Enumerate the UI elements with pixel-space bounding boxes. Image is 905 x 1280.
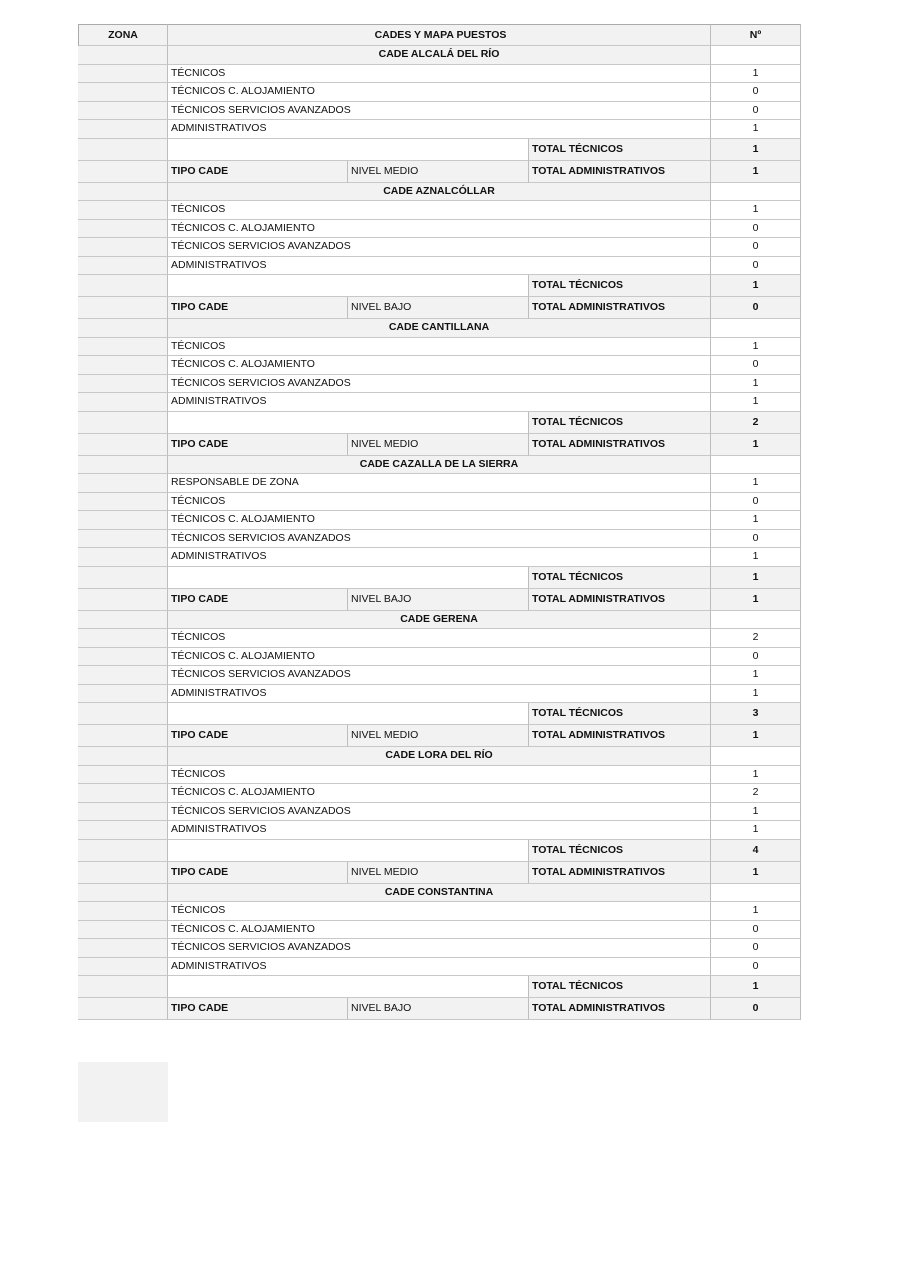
zona-cell [78,747,168,766]
total-tecnicos-row [78,275,801,297]
table-row [78,666,801,685]
zona-cell [78,998,168,1020]
zona-cell [78,83,168,102]
row-label: TÉCNICOS C. ALOJAMIENTO [168,356,711,375]
row-value: 1 [711,902,801,921]
row-label: TÉCNICOS C. ALOJAMIENTO [168,648,711,667]
row-label: TÉCNICOS [168,65,711,84]
total-tecnicos-value: 3 [711,703,801,725]
zona-cell [78,976,168,998]
blank-cell [168,139,529,161]
tipo-cade-label: TIPO CADE [168,589,348,611]
total-tecnicos-label: TOTAL TÉCNICOS [529,976,711,998]
row-label: TÉCNICOS [168,766,711,785]
zona-cell [78,257,168,276]
table-row [78,83,801,102]
total-tecnicos-label: TOTAL TÉCNICOS [529,275,711,297]
cade-block [78,46,801,183]
cade-block [78,456,801,611]
table-row [78,493,801,512]
cade-name: CADE GERENA [168,611,711,630]
row-label: TÉCNICOS SERVICIOS AVANZADOS [168,666,711,685]
row-value: 1 [711,201,801,220]
row-value: 0 [711,83,801,102]
total-tecnicos-row [78,412,801,434]
zona-cell [78,183,168,202]
zona-cell [78,703,168,725]
zona-cell [78,434,168,456]
num-cell [711,46,801,65]
cade-name: CADE LORA DEL RÍO [168,747,711,766]
zona-cell [78,567,168,589]
zona-cell [78,102,168,121]
zona-cell [78,120,168,139]
table-row [78,685,801,704]
zona-cell [78,46,168,65]
table-row [78,102,801,121]
total-tecnicos-row [78,976,801,998]
zona-cell [78,685,168,704]
row-value: 2 [711,629,801,648]
table-row [78,511,801,530]
zona-cell [78,393,168,412]
total-admin-label: TOTAL ADMINISTRATIVOS [529,434,711,456]
zona-cell [78,902,168,921]
cade-title-row [78,884,801,903]
row-value: 1 [711,821,801,840]
total-admin-value: 0 [711,998,801,1020]
row-value: 0 [711,958,801,977]
total-tecnicos-row [78,840,801,862]
cade-name: CADE CANTILLANA [168,319,711,338]
cade-name: CADE AZNALCÓLLAR [168,183,711,202]
row-value: 0 [711,648,801,667]
row-label: TÉCNICOS SERVICIOS AVANZADOS [168,939,711,958]
total-admin-label: TOTAL ADMINISTRATIVOS [529,998,711,1020]
title-header: CADES Y MAPA PUESTOS [168,24,711,46]
total-tecnicos-row [78,567,801,589]
total-admin-value: 1 [711,589,801,611]
total-tecnicos-value: 1 [711,139,801,161]
row-label: ADMINISTRATIVOS [168,120,711,139]
cade-block [78,183,801,320]
table-header [78,24,801,46]
zona-cell [78,493,168,512]
nivel-value: NIVEL BAJO [348,998,529,1020]
total-admin-label: TOTAL ADMINISTRATIVOS [529,297,711,319]
total-admin-label: TOTAL ADMINISTRATIVOS [529,725,711,747]
row-value: 1 [711,803,801,822]
table-row [78,548,801,567]
row-value: 1 [711,474,801,493]
zona-cell [78,338,168,357]
tipo-cade-label: TIPO CADE [168,998,348,1020]
total-tecnicos-value: 2 [711,412,801,434]
table-row [78,201,801,220]
zona-cell [78,456,168,475]
zona-cell [78,275,168,297]
total-tecnicos-label: TOTAL TÉCNICOS [529,412,711,434]
total-admin-label: TOTAL ADMINISTRATIVOS [529,862,711,884]
zona-cell [78,589,168,611]
row-value: 0 [711,493,801,512]
blank-cell [168,703,529,725]
zona-cell [78,474,168,493]
table-row [78,238,801,257]
tipo-cade-row [78,725,801,747]
zona-cell [78,884,168,903]
zona-cell [78,238,168,257]
blank-cell [168,840,529,862]
num-cell [711,319,801,338]
zona-cell [78,412,168,434]
row-value: 1 [711,548,801,567]
tipo-cade-label: TIPO CADE [168,862,348,884]
cade-title-row [78,183,801,202]
zona-cell [78,375,168,394]
row-label: TÉCNICOS C. ALOJAMIENTO [168,220,711,239]
total-tecnicos-value: 1 [711,567,801,589]
row-value: 0 [711,238,801,257]
table-row [78,921,801,940]
table-row [78,629,801,648]
row-label: TÉCNICOS SERVICIOS AVANZADOS [168,102,711,121]
nivel-value: NIVEL BAJO [348,589,529,611]
total-tecnicos-label: TOTAL TÉCNICOS [529,703,711,725]
zona-cell [78,511,168,530]
nivel-value: NIVEL MEDIO [348,434,529,456]
total-admin-value: 1 [711,161,801,183]
row-label: TÉCNICOS C. ALOJAMIENTO [168,511,711,530]
row-label: TÉCNICOS [168,902,711,921]
table-row [78,375,801,394]
row-value: 1 [711,685,801,704]
num-cell [711,747,801,766]
blank-cell [168,976,529,998]
zona-filler [78,1062,168,1122]
tipo-cade-row [78,297,801,319]
zona-cell [78,958,168,977]
row-value: 1 [711,338,801,357]
row-value: 1 [711,666,801,685]
row-value: 1 [711,65,801,84]
total-tecnicos-value: 1 [711,275,801,297]
table-row [78,257,801,276]
num-cell [711,611,801,630]
zona-cell [78,666,168,685]
blank-cell [168,412,529,434]
total-tecnicos-row [78,703,801,725]
nivel-value: NIVEL MEDIO [348,862,529,884]
zona-cell [78,548,168,567]
tipo-cade-row [78,161,801,183]
row-value: 0 [711,220,801,239]
zona-cell [78,139,168,161]
row-value: 1 [711,393,801,412]
cade-block [78,747,801,884]
total-admin-value: 0 [711,297,801,319]
zona-cell [78,862,168,884]
zona-cell [78,297,168,319]
cades-table [78,24,801,1020]
row-value: 0 [711,257,801,276]
zona-cell [78,840,168,862]
tipo-cade-label: TIPO CADE [168,161,348,183]
table-row [78,474,801,493]
row-value: 0 [711,102,801,121]
cade-name: CADE CAZALLA DE LA SIERRA [168,456,711,475]
table-row [78,803,801,822]
total-tecnicos-value: 1 [711,976,801,998]
table-row [78,530,801,549]
zona-cell [78,65,168,84]
row-label: ADMINISTRATIVOS [168,958,711,977]
zona-cell [78,356,168,375]
total-tecnicos-label: TOTAL TÉCNICOS [529,139,711,161]
zona-cell [78,629,168,648]
nivel-value: NIVEL MEDIO [348,161,529,183]
num-cell [711,456,801,475]
total-admin-label: TOTAL ADMINISTRATIVOS [529,589,711,611]
tipo-cade-row [78,589,801,611]
table-row [78,338,801,357]
row-label: ADMINISTRATIVOS [168,257,711,276]
zona-cell [78,921,168,940]
total-admin-label: TOTAL ADMINISTRATIVOS [529,161,711,183]
row-label: TÉCNICOS [168,338,711,357]
row-label: ADMINISTRATIVOS [168,393,711,412]
zona-cell [78,530,168,549]
zona-header: ZONA [78,24,168,46]
cade-title-row [78,611,801,630]
nivel-value: NIVEL BAJO [348,297,529,319]
table-row [78,648,801,667]
total-tecnicos-value: 4 [711,840,801,862]
zona-cell [78,766,168,785]
row-value: 1 [711,511,801,530]
cade-block [78,319,801,456]
cade-title-row [78,46,801,65]
cade-title-row [78,319,801,338]
row-label: TÉCNICOS SERVICIOS AVANZADOS [168,803,711,822]
tipo-cade-label: TIPO CADE [168,725,348,747]
tipo-cade-label: TIPO CADE [168,297,348,319]
row-label: TÉCNICOS SERVICIOS AVANZADOS [168,375,711,394]
zona-cell [78,319,168,338]
cade-title-row [78,747,801,766]
nivel-value: NIVEL MEDIO [348,725,529,747]
blank-cell [168,275,529,297]
row-label: RESPONSABLE DE ZONA [168,474,711,493]
zona-cell [78,220,168,239]
row-label: TÉCNICOS SERVICIOS AVANZADOS [168,530,711,549]
row-label: ADMINISTRATIVOS [168,548,711,567]
row-value: 1 [711,120,801,139]
zona-cell [78,784,168,803]
table-row [78,939,801,958]
total-tecnicos-label: TOTAL TÉCNICOS [529,567,711,589]
num-cell [711,884,801,903]
row-label: TÉCNICOS [168,201,711,220]
row-value: 0 [711,530,801,549]
row-value: 0 [711,356,801,375]
total-admin-value: 1 [711,725,801,747]
row-label: TÉCNICOS C. ALOJAMIENTO [168,784,711,803]
table-row [78,220,801,239]
row-label: ADMINISTRATIVOS [168,685,711,704]
row-label: TÉCNICOS [168,493,711,512]
row-value: 1 [711,375,801,394]
cade-name: CADE CONSTANTINA [168,884,711,903]
num-header: Nº [711,24,801,46]
row-label: TÉCNICOS [168,629,711,648]
row-value: 0 [711,939,801,958]
row-label: TÉCNICOS C. ALOJAMIENTO [168,921,711,940]
table-row [78,356,801,375]
zona-cell [78,161,168,183]
cade-block [78,611,801,748]
zona-cell [78,611,168,630]
total-admin-value: 1 [711,434,801,456]
zona-cell [78,803,168,822]
tipo-cade-row [78,998,801,1020]
row-value: 0 [711,921,801,940]
table-row [78,784,801,803]
cade-name: CADE ALCALÁ DEL RÍO [168,46,711,65]
cade-title-row [78,456,801,475]
table-row [78,120,801,139]
row-label: TÉCNICOS C. ALOJAMIENTO [168,83,711,102]
row-label: ADMINISTRATIVOS [168,821,711,840]
row-value: 1 [711,766,801,785]
blank-cell [168,567,529,589]
table-row [78,65,801,84]
total-admin-value: 1 [711,862,801,884]
cade-block [78,884,801,1021]
total-tecnicos-label: TOTAL TÉCNICOS [529,840,711,862]
table-row [78,766,801,785]
zona-cell [78,648,168,667]
table-row [78,393,801,412]
zona-cell [78,821,168,840]
table-row [78,902,801,921]
table-row [78,958,801,977]
row-label: TÉCNICOS SERVICIOS AVANZADOS [168,238,711,257]
zona-cell [78,725,168,747]
total-tecnicos-row [78,139,801,161]
zona-cell [78,939,168,958]
zona-cell [78,201,168,220]
tipo-cade-label: TIPO CADE [168,434,348,456]
row-value: 2 [711,784,801,803]
table-row [78,821,801,840]
tipo-cade-row [78,862,801,884]
tipo-cade-row [78,434,801,456]
num-cell [711,183,801,202]
cade-blocks [78,46,801,1020]
